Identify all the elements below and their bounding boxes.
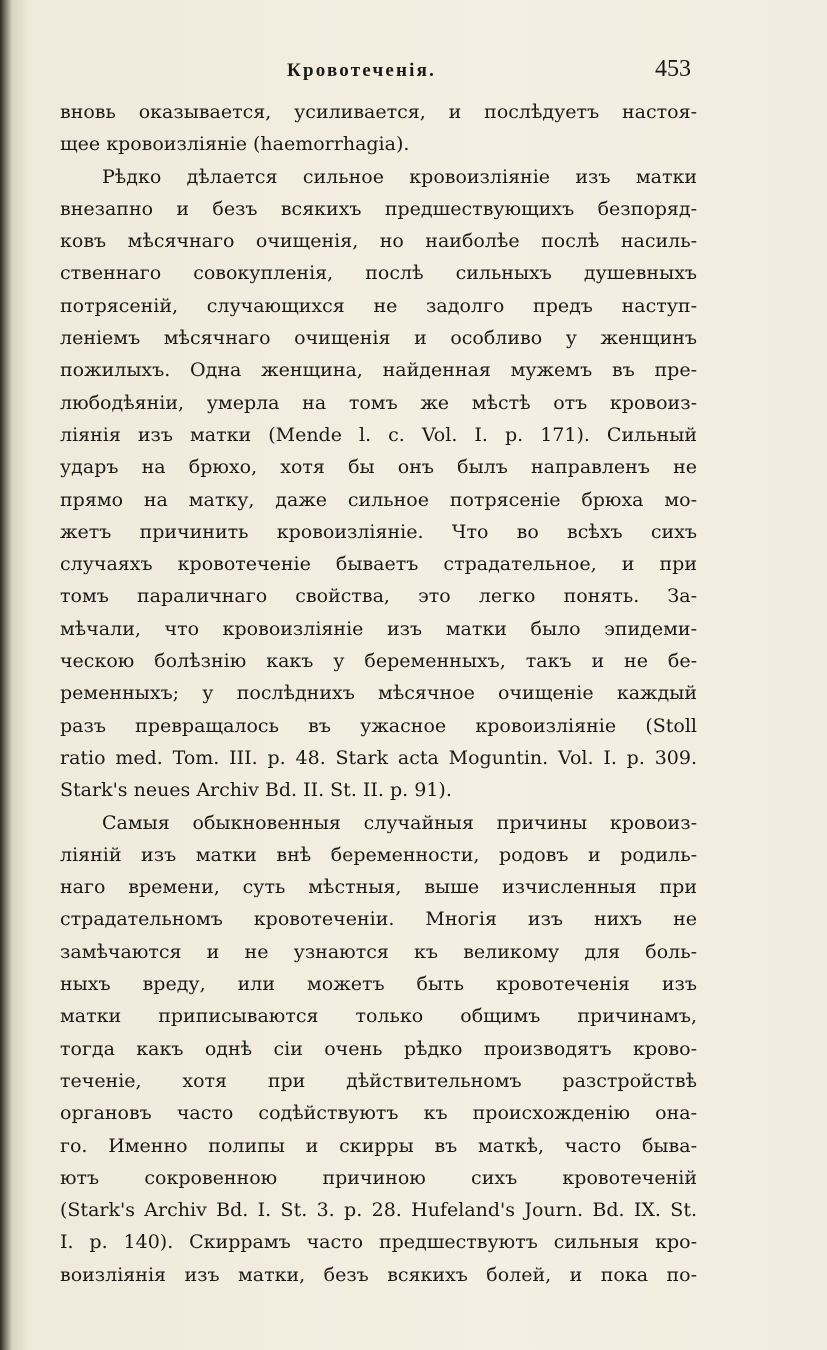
text-line: теченіе, хотя при дѣйствительномъ разстройствѣ <box>60 1069 697 1092</box>
text-line: матки приписываются только общимъ причинамъ, <box>60 1005 697 1028</box>
text-line: ударъ на брюхо, хотя бы онъ былъ направленъ не <box>60 456 697 479</box>
text-line: ютъ сокровенною причиною сихъ кровотеченій <box>60 1166 697 1189</box>
text-line: ковъ мѣсячнаго очищенія, но наиболѣе послѣ насиль- <box>60 230 697 253</box>
text-line: ственнаго совокупленія, послѣ сильныхъ душевныхъ <box>60 262 697 285</box>
text-line: органовъ часто содѣйствуютъ къ происхожденію она- <box>60 1102 697 1125</box>
text-line: внезапно и безъ всякихъ предшествующихъ безпоряд- <box>60 197 697 220</box>
text-line: ременныхъ; у послѣднихъ мѣсячное очищеніе каждый <box>60 682 697 705</box>
text-line: тогда какъ однѣ сіи очень рѣдко производятъ крово- <box>60 1037 697 1060</box>
text-line: ческою болѣзнію какъ у беременныхъ, такъ и не бе- <box>60 650 697 673</box>
text-line: I. p. 140). Скиррамъ часто предшествуютъ сильныя кро- <box>60 1231 697 1254</box>
text-line: томъ параличнаго свойства, это легко понять. За- <box>60 585 697 608</box>
text-line: наго времени, суть мѣстныя, выше изчисленныя при <box>60 876 697 899</box>
text-line: ліяній изъ матки внѣ беременности, родовъ и родиль- <box>60 843 697 866</box>
text-line: ліянія изъ матки (Mende l. c. Vol. I. p. 171). Сильный <box>60 423 697 446</box>
text-line: ratio med. Tom. III. p. 48. Stark acta Moguntin. Vol. I. p. 309. <box>60 746 697 769</box>
text-line: разъ превращалось въ ужасное кровоизліяніе (Stoll <box>60 714 697 737</box>
text-line: любодѣяніи, умерла на томъ же мѣстѣ отъ кровоиз- <box>60 391 697 414</box>
text-line: страдательномъ кровотеченіи. Многія изъ нихъ не <box>60 908 697 931</box>
body-text <box>60 96 697 1291</box>
text-line: воизліянія изъ матки, безъ всякихъ болей, и пока по- <box>60 1263 697 1286</box>
text-line: го. Именно полипы и скирры въ маткѣ, часто быва- <box>60 1134 697 1157</box>
text-line: мѣчали, что кровоизліяніе изъ матки было эпидеми- <box>60 617 697 640</box>
text-line: ныхъ вреду, или можетъ быть кровотеченія изъ <box>60 973 697 996</box>
page-header <box>0 56 827 90</box>
text-line: пожилыхъ. Одна женщина, найденная мужемъ въ пре- <box>60 359 697 382</box>
text-line: Stark's neues Archiv Bd. II. St. II. p. 91). <box>60 779 452 802</box>
text-line: случаяхъ кровотеченіе бываетъ страдательное, и при <box>60 553 697 576</box>
text-line: замѣчаются и не узнаются къ великому для боль- <box>60 940 697 963</box>
text-line: вновь оказывается, усиливается, и послѣдуетъ настоя- <box>60 101 697 123</box>
text-line: потрясеній, случающихся не задолго предъ наступ- <box>60 294 697 317</box>
text-line: щее кровоизліяніе (haemorrhagia). <box>60 133 410 156</box>
text-line: (Stark's Archiv Bd. I. St. 3. p. 28. Hufeland's Journ. Bd. IX. St. <box>60 1199 697 1222</box>
page-number: 453 <box>655 56 691 82</box>
text-line: жетъ причинить кровоизліяніе. Что во всѣхъ сихъ <box>60 520 697 543</box>
paragraph-start-line: Рѣдко дѣлается сильное кровоизліяніе изъ матки <box>102 165 697 188</box>
running-title: Кровотеченія. <box>287 60 437 81</box>
text-line: леніемъ мѣсячнаго очищенія и особливо у женщинъ <box>60 327 697 350</box>
paragraph-start-line: Самыя обыкновенныя случайныя причины кровоиз- <box>102 811 697 834</box>
text-line: прямо на матку, даже сильное потрясеніе брюха мо- <box>60 488 697 511</box>
